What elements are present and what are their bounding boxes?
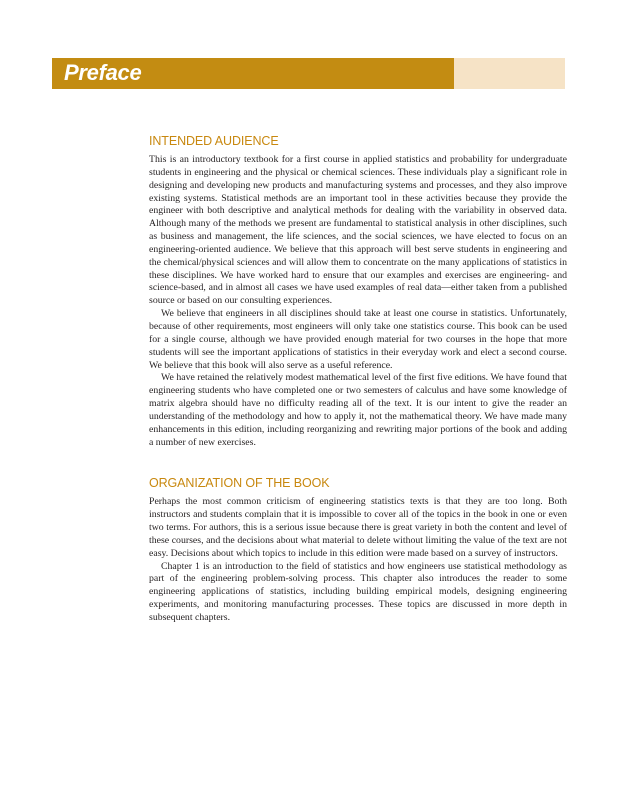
section-organization-of-the-book [149,475,567,624]
page-title: Preface [64,60,142,85]
page-body [149,133,567,625]
section-heading: INTENDED AUDIENCE [149,134,279,148]
paragraph: Chapter 1 is an introduction to the field of statistics and how engineers use statistical methodology as part of the engineering problem-solving process. This chapter also introduces the reader to some engineering applications of statistics, including building empirical models, designing engineering experiments, and monitoring manufacturing processes. These topics are discussed in more depth in subsequent chapters. [149,560,567,623]
paragraph: We have retained the relatively modest mathematical level of the first five editions. We have found that engineering students who have completed one or two semesters of calculus and have some knowledge of matrix algebra should have no difficulty reading all of the text. It is our intent to give the reader an understanding of the methodology and how to apply it, not the mathematical theory. We have made many enhancements in this edition, including reorganizing and rewriting major portions of the book and adding a number of new exercises. [149,372,567,448]
section-intended-audience [149,133,567,449]
paragraph: We believe that engineers in all disciplines should take at least one course in statistics. Unfortunately, because of other requirements, most engineers will only take one statistics course. This book can be used for a single course, although we have provided enough material for two courses in the hope that more students will see the important applications of statistics in their everyday work and elect a second course. We believe that this book will also serve as a useful reference. [149,308,567,371]
paragraph: Perhaps the most common criticism of engineering statistics texts is that they are too long. Both instructors and students complain that it is impossible to cover all of the topics in the book in one or even two terms. For authors, this is a serious issue because there is great variety in both the content and level of these courses, and the decisions about what material to delete without limiting the value of the text are not easy. Decisions about which topics to include in this edition were made based on a survey of instructors. [149,496,567,559]
banner-light-block [454,58,565,89]
banner-gold-bar [52,58,454,89]
page-banner [52,58,565,89]
paragraph: This is an introductory textbook for a first course in applied statistics and probability for undergraduate students in engineering and the physical or chemical sciences. These individuals play a significant role in designing and developing new products and manufacturing systems and processes, and they also improve existing systems. Statistical methods are an important tool in these activities because they provide the engineer with both descriptive and analytical methods for dealing with the variability in observed data. Although many of the methods we present are fundamental to statistical analysis in other disciplines, such as business and management, the life sciences, and the social sciences, we have elected to focus on an engineering-oriented audience. We believe that this approach will best serve students in engineering and the chemical/physical sciences and will allow them to concentrate on the many applications of statistics in these disciplines. We have worked hard to ensure that our examples and exercises are engineering- and science-based, and in almost all cases we have used examples of real data—either taken from a published source or based on our consulting experiences. [149,154,567,307]
section-heading: ORGANIZATION OF THE BOOK [149,476,330,491]
